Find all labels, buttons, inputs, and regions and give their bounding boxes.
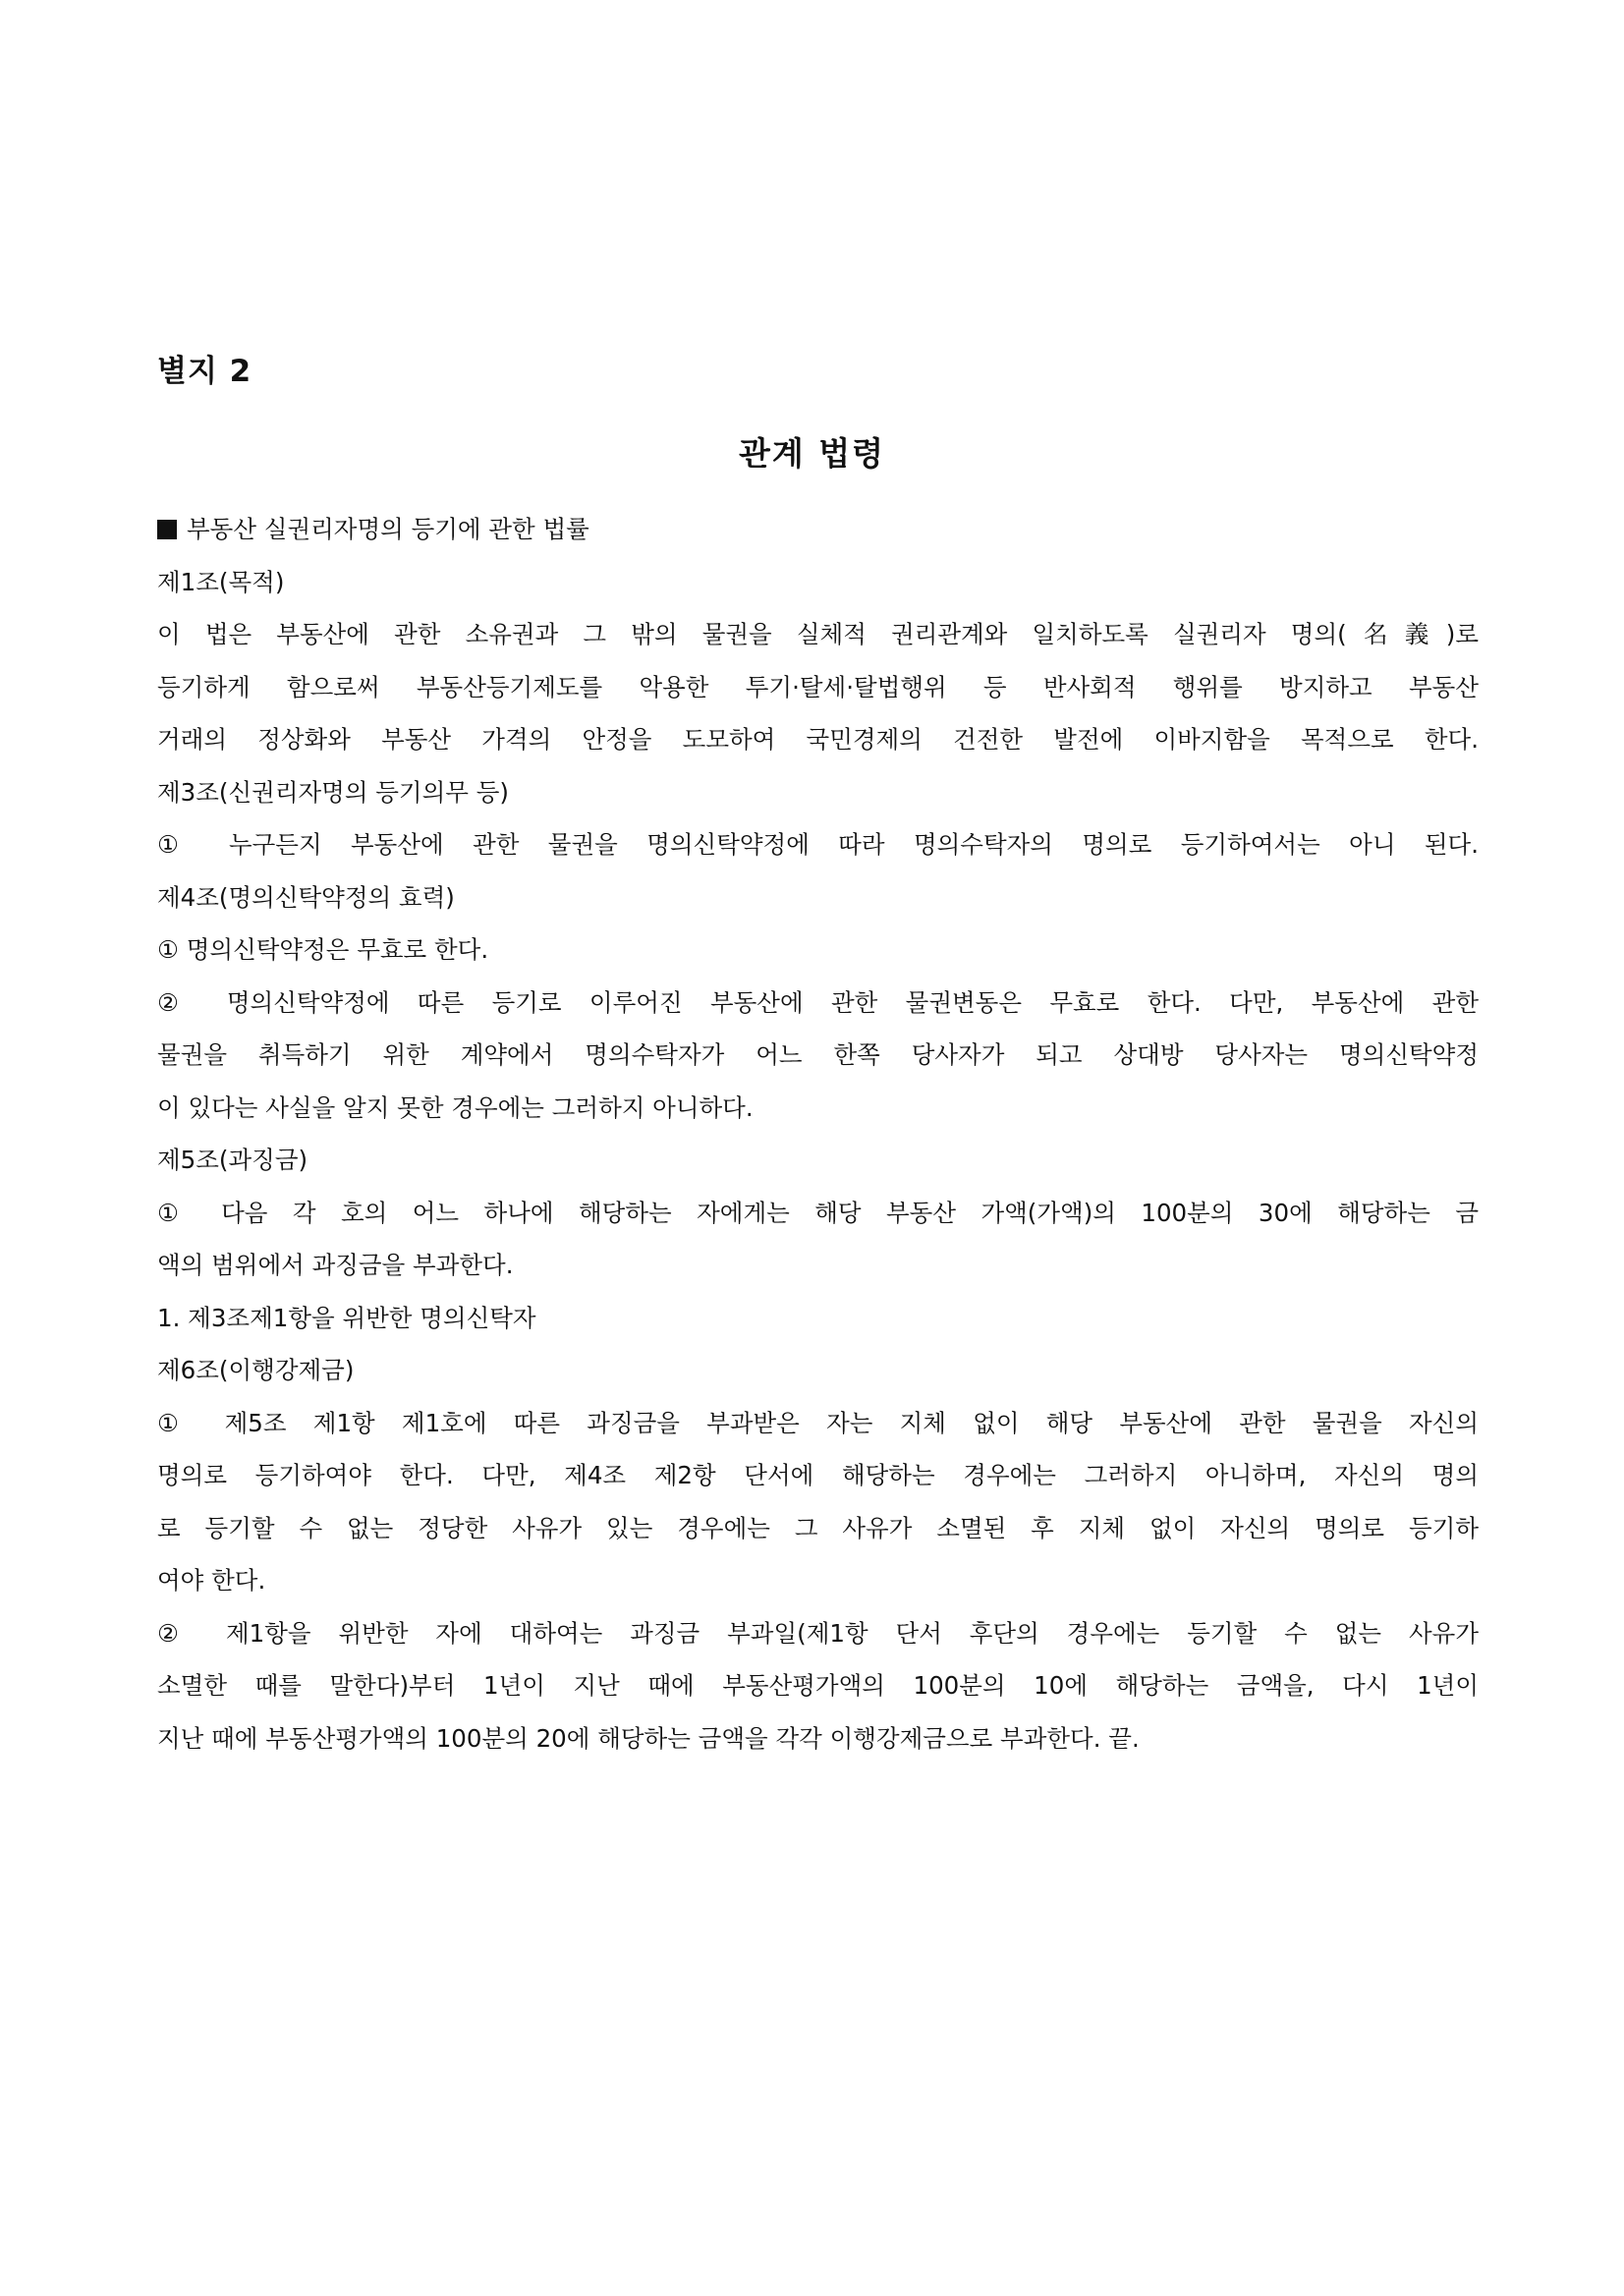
law-name-heading [157,503,1479,556]
article-4-text-line: ① 명의신탁약정은 무효로 한다. [157,935,489,964]
article-6-text-line: 지난 때에 부동산평가액의 100분의 20에 해당하는 금액을 각각 이행강제금으로 부과한다. 끝. [157,1723,1140,1753]
article-6-text-line: 명의로 등기하여야 한다. 다만, 제4조 제2항 단서에 해당하는 경우에는 그러하지 아니하며, 자신의 명의 [157,1461,1479,1489]
article-5-text-line: 액의 범위에서 과징금을 부과한다. [157,1251,514,1279]
article-5-item-line: 1. 제3조제1항을 위반한 명의신탁자 [157,1303,536,1332]
article-4-text-line: 이 있다는 사실을 알지 못한 경우에는 그러하지 아니하다. [157,1092,754,1122]
article-5-text-line: ① 다음 각 호의 어느 하나에 해당하는 자에게는 해당 부동산 가액(가액)의 100분의 30에 해당하는 금 [157,1198,1479,1227]
article-6-text-line: 소멸한 때를 말한다)부터 1년이 지난 때에 부동산평가액의 100분의 10에 해당하는 금액을, 다시 1년이 [157,1671,1479,1700]
article-6-text-line: 로 등기할 수 없는 정당한 사유가 있는 경우에는 그 사유가 소멸된 후 지체 없이 자신의 명의로 등기하 [157,1513,1479,1542]
article-4-text-line: 물권을 취득하기 위한 계약에서 명의수탁자가 어느 한쪽 당사자가 되고 상대방 당사자는 명의신탁약정 [157,1040,1479,1069]
article-1-text-line: 이 법은 부동산에 관한 소유권과 그 밖의 물권을 실체적 권리관계와 일치하도록 실권리자 명의(名義)로 [157,620,1479,648]
document-title: 관계 법령 [738,434,885,473]
article-3-heading: 제3조(신권리자명의 등기의무 등) [157,777,509,807]
article-5-heading: 제5조(과징금) [157,1146,308,1174]
law-name: 부동산 실권리자명의 등기에 관한 법률 [187,515,589,543]
black-square-bullet-icon [157,520,177,539]
article-3-text-line: ① 누구든지 부동산에 관한 물권을 명의신탁약정에 따라 명의수탁자의 명의로 등기하여서는 아니 된다. [157,830,1479,859]
document-body [157,503,1479,1764]
article-6-text-line: ② 제1항을 위반한 자에 대하여는 과징금 부과일(제1항 단서 후단의 경우에는 등기할 수 없는 사유가 [157,1618,1479,1648]
article-6-heading: 제6조(이행강제금) [157,1356,355,1384]
article-6-text-line: 여야 한다. [157,1566,266,1595]
article-6-text-line: ① 제5조 제1항 제1호에 따른 과징금을 부과받은 자는 지체 없이 해당 부동산에 관한 물권을 자신의 [157,1408,1479,1437]
article-1-text-line: 거래의 정상화와 부동산 가격의 안정을 도모하여 국민경제의 건전한 발전에 이바지함을 목적으로 한다. [157,725,1479,754]
article-4-text-line: ② 명의신탁약정에 따른 등기로 이루어진 부동산에 관한 물권변동은 무효로 한다. 다만, 부동산에 관한 [157,987,1479,1017]
article-4-heading: 제4조(명의신탁약정의 효력) [157,882,455,912]
article-1-heading: 제1조(목적) [157,567,285,596]
appendix-label: 별지 2 [157,354,252,389]
article-1-text-line: 등기하게 함으로써 부동산등기제도를 악용한 투기·탈세·탈법행위 등 반사회적 행위를 방지하고 부동산 [157,672,1479,701]
